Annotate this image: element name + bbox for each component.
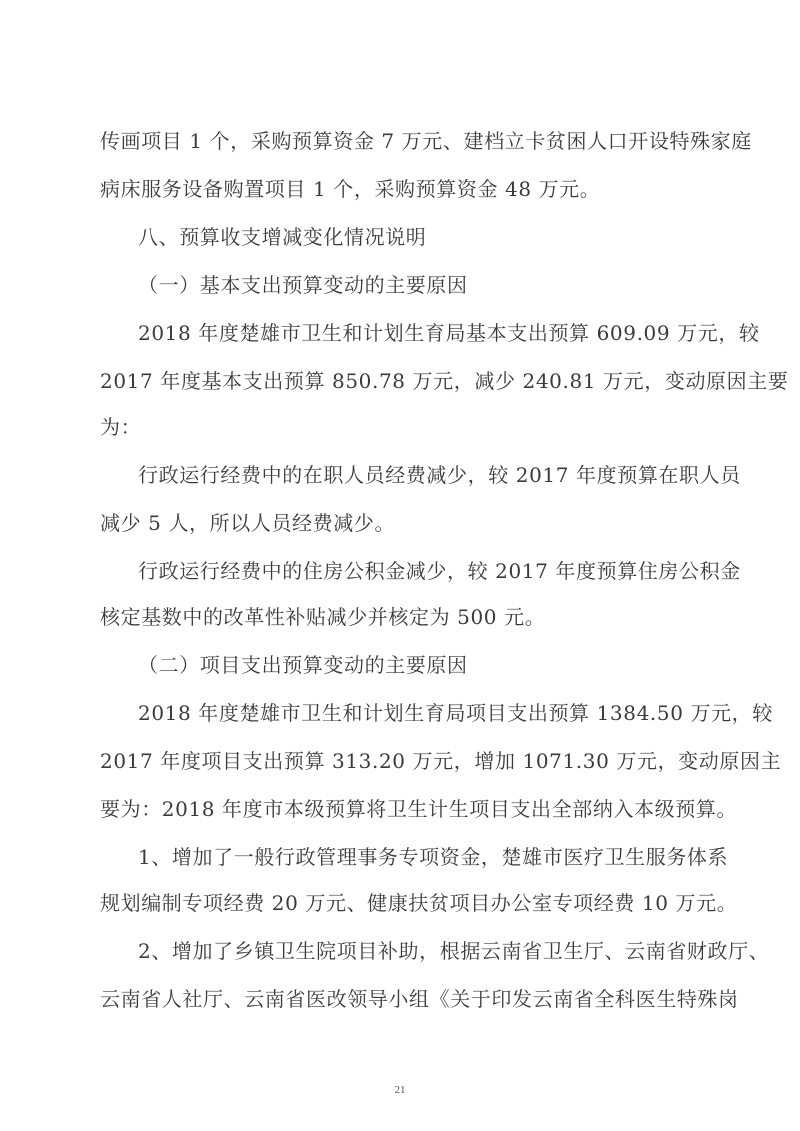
subsection-heading: （一）基本支出预算变动的主要原因 bbox=[138, 273, 468, 297]
body-text-line: 2018 年度楚雄市卫生和计划生育局项目支出预算 1384.50 万元，较 bbox=[138, 701, 773, 725]
body-text-line: 云南省人社厅、云南省医改领导小组《关于印发云南省全科医生特殊岗 bbox=[100, 987, 739, 1011]
body-text-line: 为： bbox=[100, 415, 142, 439]
body-text-line: 2、增加了乡镇卫生院项目补助，根据云南省卫生厅、云南省财政厅、 bbox=[138, 939, 770, 963]
page-number: 21 bbox=[394, 1084, 406, 1096]
section-heading: 八、预算收支增减变化情况说明 bbox=[138, 225, 427, 249]
body-text-line: 行政运行经费中的在职人员经费减少，较 2017 年度预算在职人员 bbox=[138, 463, 741, 487]
body-text-line: 1、增加了一般行政管理事务专项资金，楚雄市医疗卫生服务体系 bbox=[138, 845, 729, 869]
body-text-line: 2018 年度楚雄市卫生和计划生育局基本支出预算 609.09 万元，较 bbox=[138, 321, 760, 345]
body-text-line: 减少 5 人，所以人员经费减少。 bbox=[100, 511, 396, 535]
body-text-line: 2017 年度基本支出预算 850.78 万元，减少 240.81 万元，变动原因主要 bbox=[100, 369, 789, 393]
body-text-line: 规划编制专项经费 20 万元、健康扶贫项目办公室专项经费 10 万元。 bbox=[100, 891, 738, 915]
subsection-heading: （二）项目支出预算变动的主要原因 bbox=[138, 653, 468, 677]
body-text-line: 要为：2018 年度市本级预算将卫生计生项目支出全部纳入本级预算。 bbox=[100, 797, 738, 821]
body-text-line: 行政运行经费中的住房公积金减少，较 2017 年度预算住房公积金 bbox=[138, 559, 741, 583]
body-text-line: 核定基数中的改革性补贴减少并核定为 500 元。 bbox=[100, 605, 546, 629]
body-text-line: 2017 年度项目支出预算 313.20 万元，增加 1071.30 万元，变动原因主 bbox=[100, 749, 782, 773]
body-text-line: 病床服务设备购置项目 1 个，采购预算资金 48 万元。 bbox=[100, 177, 601, 201]
body-text-line: 传画项目 1 个，采购预算资金 7 万元、建档立卡贫困人口开设特殊家庭 bbox=[100, 129, 752, 153]
